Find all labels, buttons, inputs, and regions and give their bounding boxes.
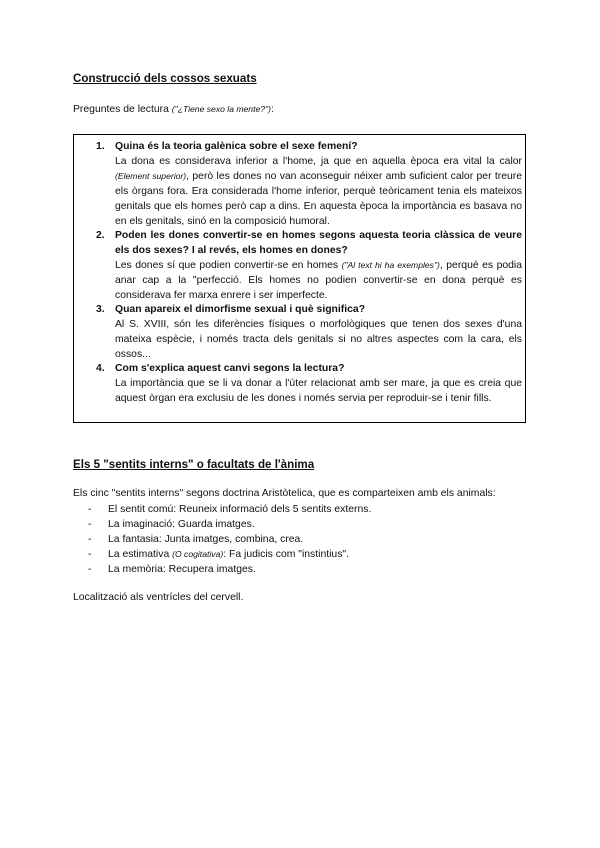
- list-item: - El sentit comú: Reuneix informació dels 5 sentits externs.: [88, 504, 372, 515]
- dash-bullet: -: [88, 549, 92, 560]
- answer-text: La importància que se li va donar a l'úter relacionat amb ser mare, ja que es creia que aquest òrgan era exclusiu de les dones i només servia per reproduir-se i tenir fills.: [115, 378, 522, 404]
- list-item: - La imaginació: Guarda imatges.: [88, 519, 255, 530]
- question-text: Poden les dones convertir-se en homes segons aquesta teoria clàssica de veure els dos sexes? I al revés, els homes en dones?: [115, 230, 522, 256]
- dash-bullet: -: [88, 564, 92, 575]
- section-title-construccio: Construcció dels cossos sexuats: [73, 72, 257, 85]
- question-text: Com s'explica aquest canvi segons la lectura?: [115, 363, 345, 374]
- question-text: Quan apareix el dimorfisme sexual i què significa?: [115, 304, 366, 315]
- dash-bullet: -: [88, 534, 92, 545]
- question-number: 1.: [96, 141, 105, 152]
- answer-reference: (Element superior): [115, 171, 187, 181]
- question-item: [96, 228, 522, 303]
- sentits-intro: Els cinc "sentits interns" segons doctrina Aristòtelica, que es comparteixen amb els animals:: [73, 488, 496, 499]
- dash-bullet: -: [88, 504, 92, 515]
- answer-text: La dona es considerava inferior a l'home, ja que en aquella època era vital la calor (Element superior), però les dones no van aconseguir néixer amb suficient calor per treure els òrgans fora. Era considerada l'home inferior, perquè teòricament tenia els mateixos genitals que els homes però cap a dins. En aquesta època la importància es basava no en els genitals, sinó en la composició humoral.: [115, 156, 523, 227]
- question-text: Quina és la teoria galènica sobre el sexe femení?: [115, 141, 358, 152]
- answer-text: Al S. XVIII, són les diferències físiques o morfològiques que tenen dos sexes d'una mateixa espècie, i només tracta dels genitals si no altres aspectes com la cara, els ossos...: [115, 319, 522, 360]
- list-item: - La memòria: Recupera imatges.: [88, 564, 256, 575]
- question-item: [96, 139, 522, 229]
- question-item: [96, 302, 522, 362]
- question-number: 3.: [96, 304, 105, 315]
- question-number: 4.: [96, 363, 105, 374]
- intro-text: Preguntes de lectura: [73, 104, 169, 115]
- list-item-reference: (O cogitativa): [172, 549, 224, 559]
- question-number: 2.: [96, 230, 105, 241]
- closing-paragraph: Localització als ventrícles del cervell.: [73, 592, 244, 603]
- intro-reference: ("¿Tiene sexo la mente?"): [171, 104, 271, 114]
- reading-questions-intro: Preguntes de lectura ("¿Tiene sexo la mente?"):: [73, 104, 274, 115]
- question-item: [96, 361, 522, 406]
- answer-reference: ("Al text hi ha exemples"): [341, 260, 440, 270]
- sentits-list: [88, 502, 371, 577]
- list-item: - La estimativa (O cogitativa): Fa judicis com "instintius".: [88, 549, 349, 560]
- section-title-sentits-interns: Els 5 "sentits interns" o facultats de l'ànima: [73, 458, 315, 471]
- list-item: - La fantasia: Junta imatges, combina, crea.: [88, 534, 304, 545]
- answer-text: Les dones sí que podien convertir-se en homes ("Al text hi ha exemples"), perquè es podia anar cap a la "perfecció. Els homes no podien convertir-se en dona perquè es considerava fer marxa enrere i ser imperfecte.: [115, 260, 522, 301]
- dash-bullet: -: [88, 519, 92, 530]
